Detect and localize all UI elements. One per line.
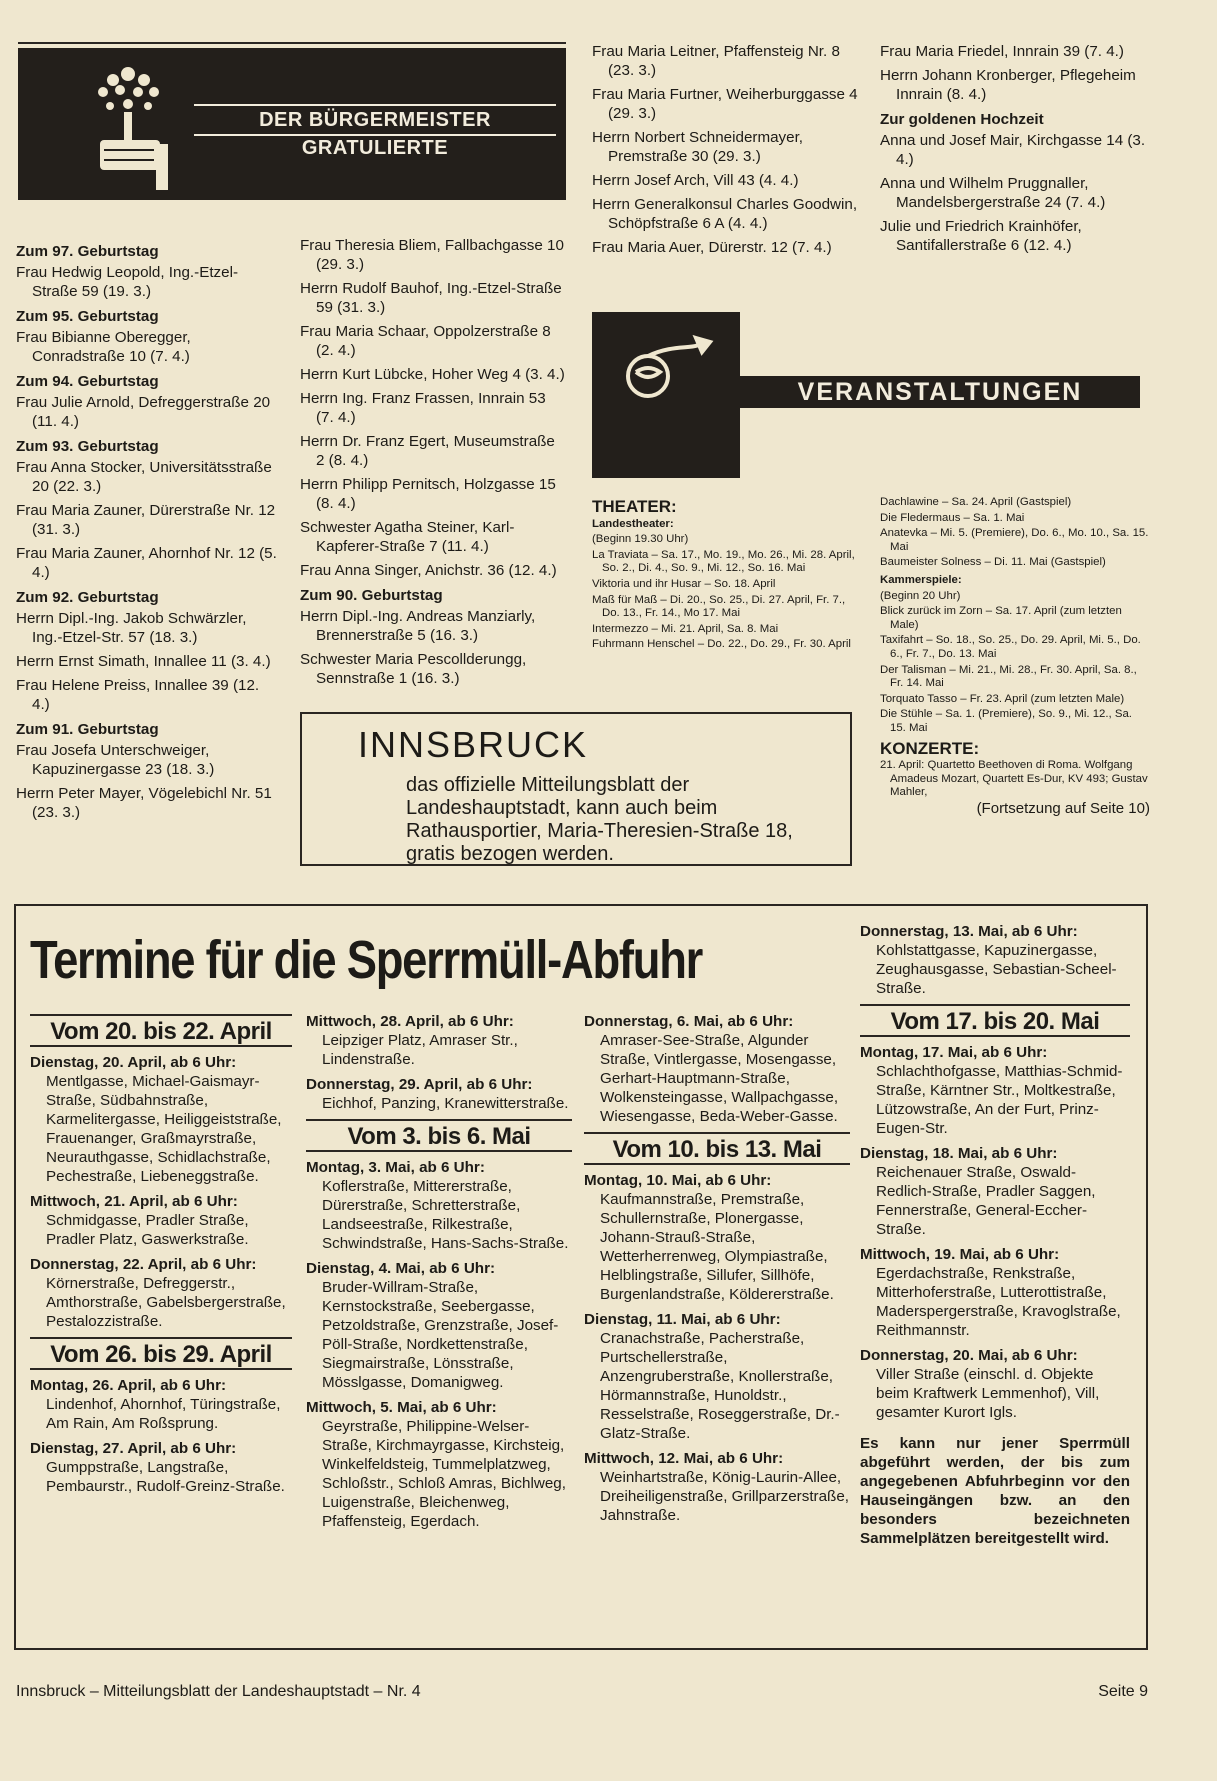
period-heading: Vom 10. bis 13. Mai [584, 1132, 850, 1165]
street-list: Bruder-Willram-Straße, Kernstockstraße, Seebergasse, Petzoldstraße, Grenzstraße, Josef-Pöll-Straße, Nordkettenstraße, Siegmairstraße, Lönsstraße, Mösslgasse, Domanigweg. [322, 1279, 559, 1391]
pickup-date: Mittwoch, 28. April, ab 6 Uhr: [306, 1013, 514, 1030]
pickup-date: Mittwoch, 19. Mai, ab 6 Uhr: [860, 1246, 1060, 1263]
street-list: Geyrstraße, Philippine-Welser-Straße, Kirchmayrgasse, Kirchsteig, Winkelfeldsteig, Tummelplatzweg, Schloßstr., Schloß Amras, Bichlweg, Luigenstraße, Bleichenweg, Pfaffensteig, Egerdach. [322, 1418, 566, 1530]
pickup-date: Dienstag, 27. April, ab 6 Uhr: [30, 1440, 237, 1457]
congratulation-entry: Frau Maria Leitner, Pfaffensteig Nr. 8 (23. 3.) [592, 43, 840, 79]
congratulation-entry: Schwester Agatha Steiner, Karl-Kapferer-Straße 7 (11. 4.) [300, 519, 515, 555]
pickup-date: Dienstag, 4. Mai, ab 6 Uhr: [306, 1260, 496, 1277]
birthday-banner [18, 48, 566, 200]
continued-note: (Fortsetzung auf Seite 10) [976, 799, 1150, 817]
congratulation-entry: Frau Theresia Bliem, Fallbachgasse 10 (29. 3.) [300, 237, 564, 273]
congratulation-entry: Herrn Philipp Pernitsch, Holzgasse 15 (8. 4.) [300, 476, 556, 512]
pickup-date: Donnerstag, 22. April, ab 6 Uhr: [30, 1256, 257, 1273]
street-list: Kohlstattgasse, Kapuzinergasse, Zeughausgasse, Sebastian-Scheel-Straße. [876, 942, 1117, 997]
events-theater-column [592, 497, 860, 654]
event-line: 21. April: Quartetto Beethoven di Roma. Wolfgang Amadeus Mozart, Quartett Es-Dur, KV 493; Gustav Mahler, [880, 759, 1148, 799]
pickup-date: Montag, 3. Mai, ab 6 Uhr: [306, 1159, 485, 1176]
birthday-group-heading: Zum 90. Geburtstag [300, 587, 443, 604]
congratulation-entry: Herrn Ing. Franz Frassen, Innrain 53 (7. 4.) [300, 390, 546, 426]
top-rule [18, 42, 566, 44]
events-banner-title: VERANSTALTUNGEN [740, 376, 1140, 408]
pickup-date: Donnerstag, 13. Mai, ab 6 Uhr: [860, 923, 1078, 940]
period-heading: Vom 20. bis 22. April [30, 1014, 292, 1047]
street-list: Schlachthofgasse, Matthias-Schmid-Straße, Kärntner Str., Moltkestraße, Lützowstraße, An der Furt, Prinz-Eugen-Str. [876, 1063, 1123, 1137]
event-line: Der Talisman – Mi. 21., Mi. 28., Fr. 30. April, Sa. 8., Fr. 14. Mai [880, 663, 1137, 690]
congratulation-entry: Frau Maria Auer, Dürerstr. 12 (7. 4.) [592, 239, 832, 256]
post-horn-icon [618, 332, 714, 428]
sperrmuell-column-2 [306, 1006, 572, 1533]
events-right-column [880, 496, 1150, 815]
sperrmuell-column-4 [860, 916, 1130, 1563]
birthday-group-heading: Zur goldenen Hochzeit [880, 111, 1044, 128]
footer-left: Innsbruck – Mitteilungsblatt der Landeshauptstadt – Nr. 4 [16, 1683, 421, 1700]
event-line: Torquato Tasso – Fr. 23. April (zum letzten Male) [880, 692, 1125, 705]
congratulation-entry: Herrn Generalkonsul Charles Goodwin, Schöpfstraße 6 A (4. 4.) [592, 196, 858, 232]
period-heading: Vom 26. bis 29. April [30, 1337, 292, 1370]
event-line: Die Stühle – Sa. 1. (Premiere), So. 9., Mi. 12., Sa. 15. Mai [880, 708, 1132, 734]
congratulation-entry: Herrn Kurt Lübcke, Hoher Weg 4 (3. 4.) [300, 366, 565, 383]
street-list: Egerdachstraße, Renkstraße, Mitterhoferstraße, Lutterottistraße, Maderspergerstraße, Kravoglstraße, Reithmannstr. [876, 1265, 1121, 1339]
street-list: Koflerstraße, Mittererstraße, Dürerstraße, Schretterstraße, Landseestraße, Rilkestraße, Schwindstraße, Hans-Sachs-Straße. [322, 1178, 569, 1252]
congratulation-entry: Schwester Maria Pescollderungg, Sennstraße 1 (16. 3.) [300, 651, 527, 687]
period-heading: Vom 3. bis 6. Mai [306, 1119, 572, 1152]
page-number: Seite 9 [1098, 1683, 1148, 1700]
congratulation-entry: Herrn Rudolf Bauhof, Ing.-Etzel-Straße 59 (31. 3.) [300, 280, 562, 316]
pickup-date: Mittwoch, 5. Mai, ab 6 Uhr: [306, 1399, 497, 1416]
street-list: Kaufmannstraße, Premstraße, Schullernstraße, Plonergasse, Johann-Strauß-Straße, Wetterherrenweg, Olympiastraße, Helblingstraße, Sillufer, Sillhöfe, Burgenlandstraße, Köldererstraße. [600, 1191, 834, 1303]
street-list: Körnerstraße, Defreggerstr., Amthorstraße, Gabelsbergerstraße, Pestalozzistraße. [46, 1275, 286, 1330]
pickup-date: Montag, 26. April, ab 6 Uhr: [30, 1377, 227, 1394]
birthday-group-heading: Zum 97. Geburtstag [16, 243, 159, 260]
theater-heading: THEATER: [592, 497, 677, 516]
street-list: Lindenhof, Ahornhof, Türingstraße, Am Rain, Am Roßsprung. [46, 1396, 281, 1432]
congratulation-entry: Frau Maria Zauner, Dürerstraße Nr. 12 (31. 3.) [16, 502, 276, 538]
congratulation-entry: Frau Maria Schaar, Oppolzerstraße 8 (2. 4.) [300, 323, 551, 359]
congratulation-entry: Herrn Peter Mayer, Vögelebichl Nr. 51 (23. 3.) [16, 785, 272, 821]
street-list: Leipziger Platz, Amraser Str., Lindenstraße. [322, 1032, 518, 1068]
congratulation-entry: Frau Josefa Unterschweiger, Kapuzinergasse 23 (18. 3.) [16, 742, 215, 778]
congratulation-entry: Anna und Wilhelm Pruggnaller, Mandelsbergerstraße 24 (7. 4.) [880, 175, 1106, 211]
konzerte-list [880, 759, 1150, 800]
street-list: Weinhartstraße, König-Laurin-Allee, Dreiheiligenstraße, Grillparzerstraße, Jahnstraße. [600, 1469, 849, 1524]
congratulation-entry: Anna und Josef Mair, Kirchgasse 14 (3. 4.) [880, 132, 1146, 168]
birthday-group-heading: Zum 94. Geburtstag [16, 373, 159, 390]
kammerspiele-list [880, 590, 1150, 736]
event-line: Die Fledermaus – Sa. 1. Mai [880, 511, 1025, 524]
congratulation-entry: Frau Hedwig Leopold, Ing.-Etzel-Straße 59 (19. 3.) [16, 264, 239, 300]
street-list: Gumppstraße, Langstraße, Pembaurstr., Rudolf-Greinz-Straße. [46, 1459, 285, 1495]
theater-guest-list [880, 496, 1150, 570]
event-line: Dachlawine – Sa. 24. April (Gastspiel) [880, 496, 1072, 508]
info-box-text: das offizielle Mitteilungsblatt der Landeshauptstadt, kann auch beim Rathausportier, Maria-Theresien-Straße 18, gratis bezogen werden. [406, 774, 793, 865]
congratulation-entry: Frau Maria Furtner, Weiherburggasse 4 (29. 3.) [592, 86, 858, 122]
event-line: (Beginn 19.30 Uhr) [592, 533, 689, 546]
event-line: Baumeister Solness – Di. 11. Mai (Gastspiel) [880, 556, 1106, 569]
congratulation-entry: Herrn Dipl.-Ing. Andreas Manziarly, Brennerstraße 5 (16. 3.) [300, 608, 536, 644]
pickup-date: Mittwoch, 21. April, ab 6 Uhr: [30, 1193, 238, 1210]
congratulation-entry: Frau Julie Arnold, Defreggerstraße 20 (11. 4.) [16, 394, 271, 430]
congratulation-entry: Frau Maria Friedel, Innrain 39 (7. 4.) [880, 43, 1124, 60]
event-line: Viktoria und ihr Husar – So. 18. April [592, 577, 776, 590]
congratulation-entry: Frau Anna Stocker, Universitätsstraße 20 (22. 3.) [16, 459, 272, 495]
bouquet-hand-icon [58, 56, 198, 196]
sperrmuell-note: Es kann nur jener Sperrmüll abgeführt werden, der bis zum angegebenen Abfuhrbeginn vor den Hauseingängen bzw. an den besonders bezeichneten Sammelplätzen bereitgestellt wird. [860, 1435, 1130, 1547]
congratulation-entry: Frau Bibianne Oberegger, Conradstraße 10 (7. 4.) [16, 329, 191, 365]
pickup-date: Dienstag, 18. Mai, ab 6 Uhr: [860, 1145, 1058, 1162]
birthday-column-1 [16, 236, 280, 827]
kammerspiele-label: Kammerspiele: [880, 573, 962, 586]
sperrmuell-column-3 [584, 1006, 850, 1527]
congratulation-entry: Julie und Friedrich Krainhöfer, Santifallerstraße 6 (12. 4.) [880, 218, 1082, 254]
event-line: Maß für Maß – Di. 20., So. 25., Di. 27. April, Fr. 7., Do. 13., Fr. 14., Mo 17. Mai [592, 593, 846, 620]
pickup-date: Dienstag, 20. April, ab 6 Uhr: [30, 1054, 237, 1071]
event-line: Taxifahrt – So. 18., So. 25., Do. 29. April, Mi. 5., Do. 6., Fr. 7., Do. 13. Mai [880, 634, 1141, 660]
congratulation-entry: Herrn Ernst Simath, Innallee 11 (3. 4.) [16, 653, 271, 670]
pickup-date: Donnerstag, 20. Mai, ab 6 Uhr: [860, 1347, 1078, 1364]
event-line: La Traviata – Sa. 17., Mo. 19., Mo. 26., Mi. 28. April, So. 2., Di. 4., So. 9., Mi. 12., So. 16. Mai [592, 548, 855, 575]
pickup-date: Donnerstag, 6. Mai, ab 6 Uhr: [584, 1013, 794, 1030]
event-line: Intermezzo – Mi. 21. April, Sa. 8. Mai [592, 622, 779, 635]
period-heading: Vom 17. bis 20. Mai [860, 1004, 1130, 1037]
birthday-banner-title: DER BÜRGERMEISTER GRATULIERTE [194, 104, 556, 136]
congratulation-entry: Frau Anna Singer, Anichstr. 36 (12. 4.) [300, 562, 557, 579]
birthday-group-heading: Zum 93. Geburtstag [16, 438, 159, 455]
street-list: Eichhof, Panzing, Kranewitterstraße. [322, 1095, 569, 1112]
konzerte-heading: KONZERTE: [880, 738, 980, 758]
info-box [300, 712, 852, 866]
street-list: Schmidgasse, Pradler Straße, Pradler Platz, Gaswerkstraße. [46, 1212, 249, 1248]
birthday-column-4 [880, 42, 1150, 260]
congratulation-entry: Herrn Johann Kronberger, Pflegeheim Innrain (8. 4.) [880, 67, 1136, 103]
event-line: Fuhrmann Henschel – Do. 22., Do. 29., Fr. 30. April [592, 638, 851, 651]
street-list: Mentlgasse, Michael-Gaismayr-Straße, Südbahnstraße, Karmelitergasse, Heiliggeiststraße, Frauenanger, Graßmayrstraße, Neurauthgasse, Schidlachstraße, Pechestraße, Liebeneggstraße. [46, 1073, 282, 1185]
congratulation-entry: Herrn Dipl.-Ing. Jakob Schwärzler, Ing.-Etzel-Str. 57 (18. 3.) [16, 610, 247, 646]
birthday-group-heading: Zum 91. Geburtstag [16, 721, 159, 738]
events-logo-block [592, 312, 740, 478]
street-list: Viller Straße (einschl. d. Objekte beim Kraftwerk Lemmenhof), Vill, gesamter Kurort Igls. [876, 1366, 1100, 1421]
birthday-column-2 [300, 236, 566, 693]
congratulation-entry: Herrn Dr. Franz Egert, Museumstraße 2 (8. 4.) [300, 433, 555, 469]
pickup-date: Dienstag, 11. Mai, ab 6 Uhr: [584, 1311, 781, 1328]
street-list: Cranachstraße, Pacherstraße, Purtschellerstraße, Anzengruberstraße, Knollerstraße, Hörmannstraße, Hunoldstr., Resselstraße, Roseggerstraße, Dr.-Glatz-Straße. [600, 1330, 840, 1442]
event-line: Blick zurück im Zorn – Sa. 17. April (zum letzten Male) [880, 605, 1122, 631]
sperrmuell-title: Termine für die Sperrmüll-Abfuhr [30, 930, 703, 990]
event-line: (Beginn 20 Uhr) [880, 589, 961, 602]
landestheater-list [592, 533, 860, 652]
sperrmuell-column-1 [30, 1008, 292, 1498]
birthday-group-heading: Zum 95. Geburtstag [16, 308, 159, 325]
pickup-date: Montag, 10. Mai, ab 6 Uhr: [584, 1172, 772, 1189]
info-box-title: INNSBRUCK [358, 724, 589, 765]
pickup-date: Donnerstag, 29. April, ab 6 Uhr: [306, 1076, 533, 1093]
landestheater-label: Landestheater: [592, 517, 674, 530]
pickup-date: Montag, 17. Mai, ab 6 Uhr: [860, 1044, 1048, 1061]
street-list: Reichenauer Straße, Oswald-Redlich-Straße, Pradler Saggen, Fennerstraße, General-Eccher-Straße. [876, 1164, 1096, 1238]
event-line: Anatevka – Mi. 5. (Premiere), Do. 6., Mo. 10., Sa. 15. Mai [880, 527, 1149, 553]
birthday-column-3 [592, 42, 862, 262]
birthday-group-heading: Zum 92. Geburtstag [16, 589, 159, 606]
congratulation-entry: Herrn Norbert Schneidermayer, Premstraße 30 (29. 3.) [592, 129, 804, 165]
congratulation-entry: Frau Maria Zauner, Ahornhof Nr. 12 (5. 4.) [16, 545, 277, 581]
street-list: Amraser-See-Straße, Algunder Straße, Vintlergasse, Mosengasse, Gerhart-Hauptmann-Straße, Wolkensteingasse, Wallpachgasse, Wiesengasse, Beda-Weber-Gasse. [600, 1032, 839, 1125]
pickup-date: Mittwoch, 12. Mai, ab 6 Uhr: [584, 1450, 784, 1467]
congratulation-entry: Herrn Josef Arch, Vill 43 (4. 4.) [592, 172, 799, 189]
congratulation-entry: Frau Helene Preiss, Innallee 39 (12. 4.) [16, 677, 260, 713]
